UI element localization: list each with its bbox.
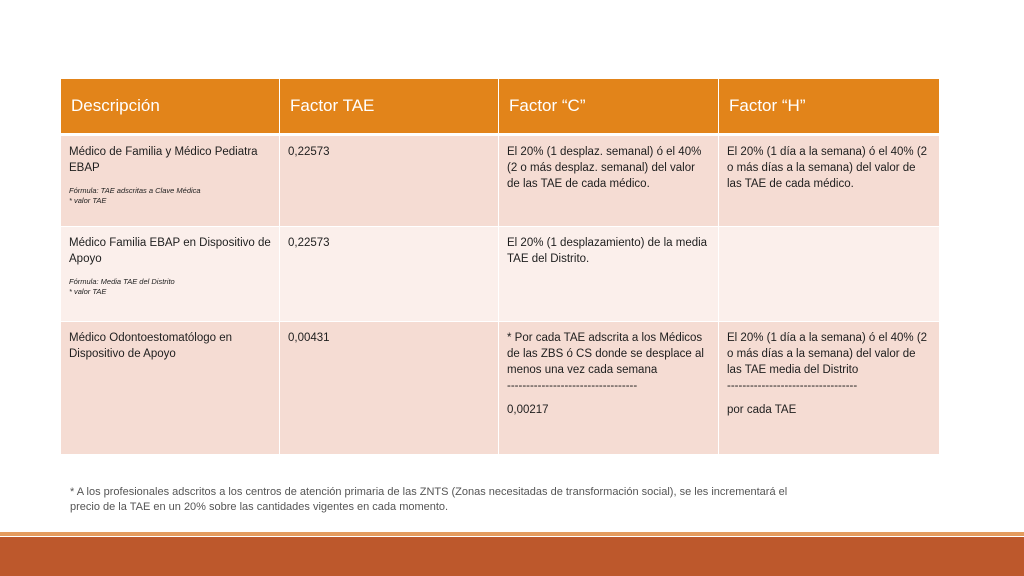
factor-c-value: 0,00217 xyxy=(507,404,549,416)
cell-factor-c: El 20% (1 desplaz. semanal) ó el 40% (2 o más desplaz. semanal) del valor de las TAE de cada médico. xyxy=(499,136,719,227)
header-factor-h: Factor “H” xyxy=(719,79,939,136)
separator-line: ---------------------------------- xyxy=(507,380,638,392)
factor-table xyxy=(61,79,939,455)
descripcion-text: Médico Familia EBAP en Dispositivo de Apoyo xyxy=(69,237,271,265)
cell-factor-h xyxy=(719,227,939,322)
cell-factor-h xyxy=(719,322,939,455)
cell-factor-c xyxy=(499,322,719,455)
spacer xyxy=(507,394,710,402)
table-row xyxy=(61,136,939,227)
cell-descripcion: Médico Odontoestomatólogo en Dispositivo de Apoyo xyxy=(61,322,280,455)
header-descripcion: Descripción xyxy=(61,79,280,136)
factor-c-text: * Por cada TAE adscrita a los Médicos de las ZBS ó CS donde se desplace al menos una vez cada semana xyxy=(507,332,704,376)
cell-descripcion xyxy=(61,227,280,322)
header-factor-c: Factor “C” xyxy=(499,79,719,136)
table-row xyxy=(61,227,939,322)
separator-line: ---------------------------------- xyxy=(727,380,858,392)
footer-band xyxy=(0,537,1024,576)
formula-line: * valor TAE xyxy=(69,196,107,205)
descripcion-text: Médico de Familia y Médico Pediatra EBAP xyxy=(69,146,258,174)
spacer xyxy=(727,394,931,402)
formula-line: * valor TAE xyxy=(69,287,107,296)
cell-factor-tae: 0,22573 xyxy=(280,136,499,227)
footer-band-thin xyxy=(0,532,1024,536)
cell-factor-tae: 0,00431 xyxy=(280,322,499,455)
cell-factor-tae: 0,22573 xyxy=(280,227,499,322)
factor-h-value: por cada TAE xyxy=(727,404,797,416)
cell-factor-c: El 20% (1 desplazamiento) de la media TAE del Distrito. xyxy=(499,227,719,322)
formula-line: Fórmula: Media TAE del Distrito xyxy=(69,277,175,286)
footnote: * A los profesionales adscritos a los centros de atención primaria de las ZNTS (Zonas necesitadas de transformación social), se les incrementará el precio de la TAE en un 20% sobre las cantidades vigentes en cada momento. xyxy=(70,486,788,513)
factor-h-text: El 20% (1 día a la semana) ó el 40% (2 o más días a la semana) del valor de las TAE media del Distrito xyxy=(727,332,928,376)
cell-descripcion xyxy=(61,136,280,227)
table-header-row xyxy=(61,79,939,136)
formula-note xyxy=(69,186,271,206)
cell-factor-h: El 20% (1 día a la semana) ó el 40% (2 o más días a la semana) del valor de las TAE de cada médico. xyxy=(719,136,939,227)
formula-line: Fórmula: TAE adscritas a Clave Médica xyxy=(69,186,201,195)
table-row xyxy=(61,322,939,455)
header-factor-tae: Factor TAE xyxy=(280,79,499,136)
formula-note xyxy=(69,277,271,297)
